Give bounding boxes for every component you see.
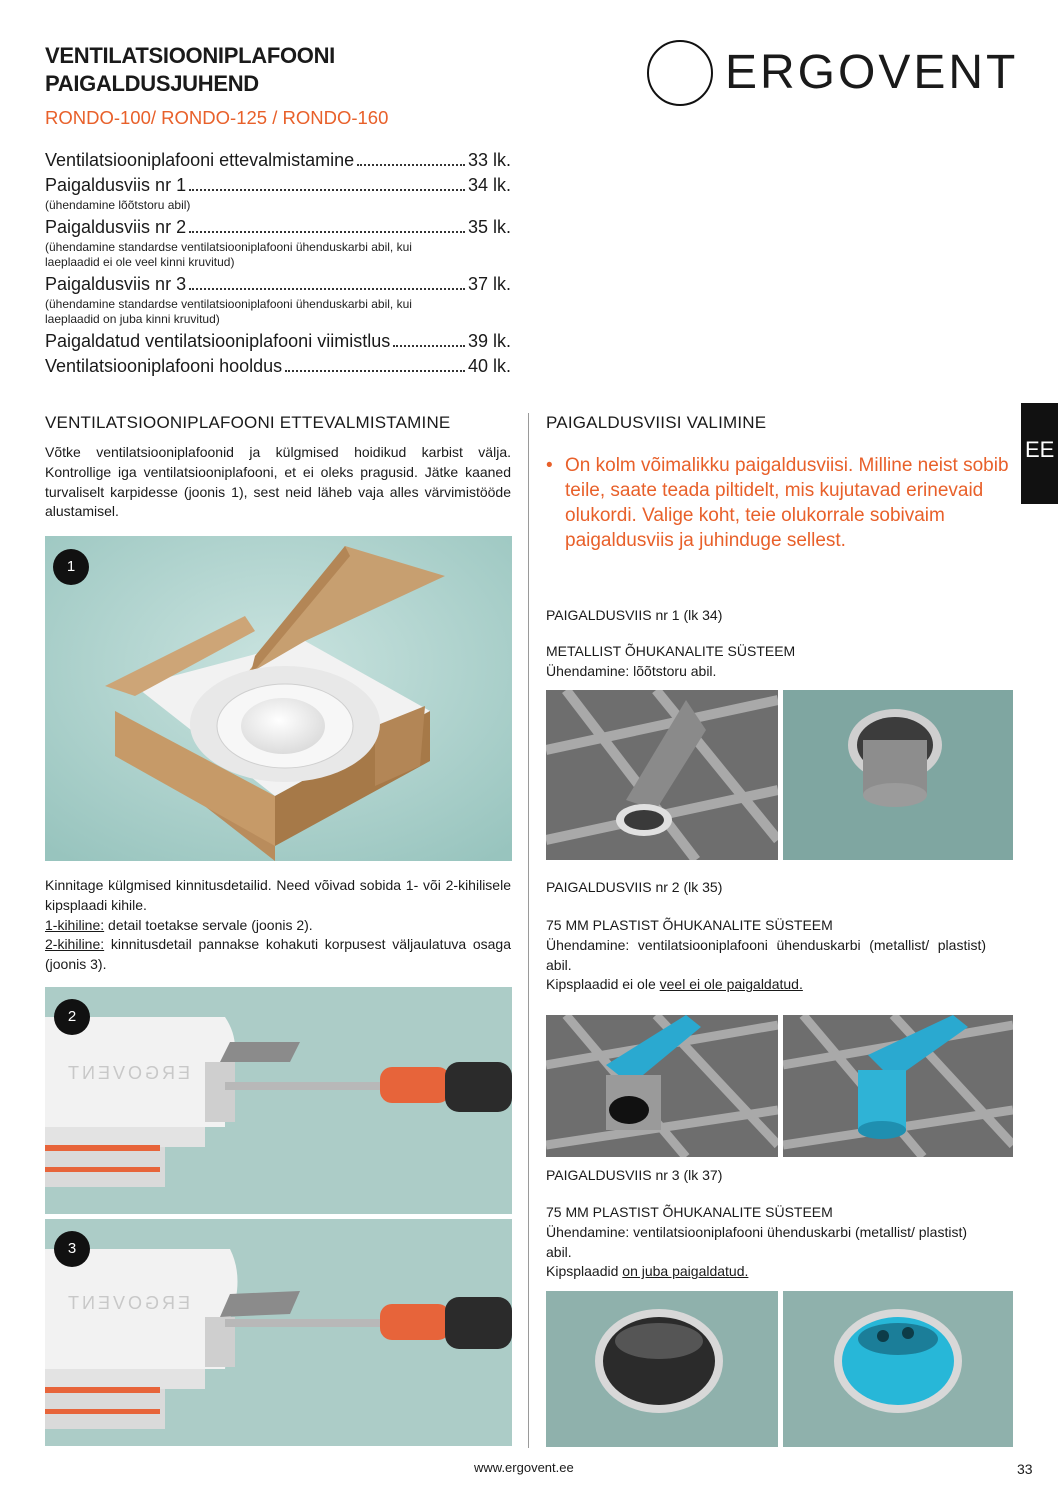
- logo-circle-icon: [647, 40, 713, 106]
- toc-leader-dots: [189, 189, 465, 191]
- mode-3-description: 75 MM PLASTIST ÕHUKANALITE SÜSTEEM Ühendamine: ventilatsiooniplafooni ühenduskarbi (metallist/ plastist) abil. Kipsplaadid on juba paigaldatud.: [546, 1204, 968, 1280]
- section-heading-method-choice: PAIGALDUSVIISI VALIMINE: [546, 413, 767, 432]
- mode-1-photo-right: [783, 690, 1013, 860]
- toc-entry[interactable]: [45, 272, 511, 297]
- toc-entry-label: Paigaldusviis nr 3: [45, 274, 187, 294]
- section-heading-preparation: VENTILATSIOONIPLAFOONI ETTEVALMISTAMINE: [45, 413, 451, 432]
- toc-entry-page: 37 lk.: [467, 274, 511, 294]
- product-models: RONDO-100/ RONDO-125 / RONDO-160: [45, 107, 389, 128]
- toc-entry-note: (ühendamine lõõtstoru abil): [45, 198, 191, 212]
- page-number: 33: [1017, 1461, 1033, 1477]
- column-divider: [528, 413, 529, 1448]
- plafond-flexduct-illustration: [783, 690, 1013, 860]
- toc-entry-page: 33 lk.: [467, 150, 511, 170]
- toc-entry-page: 40 lk.: [467, 356, 511, 376]
- one-layer-label: 1-kihiline:: [45, 916, 105, 933]
- toc-entry-label: Paigaldusviis nr 2: [45, 217, 187, 237]
- figure-3-brand-mark: ERGOVENT: [65, 1293, 191, 1313]
- language-tab: EE: [1021, 403, 1058, 504]
- ceiling-opening-blue-illustration: [783, 1291, 1013, 1447]
- toc-leader-dots: [189, 288, 465, 290]
- toc-leader-dots: [393, 345, 465, 347]
- box-illustration: [45, 536, 512, 861]
- toc-entry[interactable]: [45, 354, 511, 379]
- toc-entry[interactable]: [45, 215, 511, 240]
- mode-1-photo-left: [546, 690, 778, 860]
- toc-entry[interactable]: [45, 148, 511, 173]
- toc-entry-note: (ühendamine standardse ventilatsiooniplafooni ühenduskarbi abil, kui laeplaadid on juba kinni kruvitud): [45, 297, 412, 326]
- mode-3-title: PAIGALDUSVIIS nr 3 (lk 37): [546, 1167, 723, 1183]
- screwdriver-illustration: [45, 987, 512, 1214]
- mode-3-photo-left: [546, 1291, 778, 1447]
- two-layer-label: 2-kihiline:: [45, 936, 105, 953]
- mode-3-photo-right: [783, 1291, 1013, 1447]
- ceiling-blue-duct-illustration: [546, 1015, 778, 1157]
- mode-2-photo-right: [783, 1015, 1013, 1157]
- toc-entry[interactable]: [45, 173, 511, 198]
- toc-entry-note: (ühendamine standardse ventilatsiooniplafooni ühenduskarbi abil, kui laeplaadid ei ole veel kinni kruvitud): [45, 240, 412, 269]
- figure-2-brand-mark: ERGOVENT: [65, 1063, 191, 1083]
- footer-website-link[interactable]: www.ergovent.ee: [474, 1460, 574, 1475]
- page-title: VENTILATSIOONIPLAFOONI PAIGALDUSJUHEND: [45, 43, 335, 96]
- toc-entry-label: Paigaldusviis nr 1: [45, 175, 187, 195]
- figure-1-number: 1: [53, 549, 89, 585]
- ceiling-opening-illustration: [546, 1291, 778, 1447]
- preparation-text: Võtke ventilatsiooniplafoonid ja külgmised hoidikud karbist välja. Kontrollige iga ventilatsiooniplafooni, et ei oleks pragusid. Jätke kaaned turvaliselt karpidesse (joonis 1), sest neid läheb vaja alles värvimistööde alustamisel.: [45, 444, 511, 520]
- toc-entry-page: 35 lk.: [467, 217, 511, 237]
- toc-entry[interactable]: [45, 329, 511, 354]
- mode-2-photo-left: [546, 1015, 778, 1157]
- ceiling-flexduct-illustration: [546, 690, 778, 860]
- toc-leader-dots: [357, 164, 465, 166]
- toc-entry-page: 34 lk.: [467, 175, 511, 195]
- mode-2-description: 75 MM PLASTIST ÕHUKANALITE SÜSTEEM Ühendamine: ventilatsiooniplafooni ühenduskarbi (metallist/ plastist) abil. Kipsplaadid ei ole veel ei ole paigaldatud.: [546, 917, 986, 993]
- mode-1-title: PAIGALDUSVIIS nr 1 (lk 34): [546, 607, 723, 623]
- mode-2-title: PAIGALDUSVIIS nr 2 (lk 35): [546, 879, 723, 895]
- table-of-contents: [45, 148, 511, 379]
- method-choice-bullet: • On kolm võimalikku paigaldusviisi. Milline neist sobib teile, saate teada piltidelt, mis kujutavad erinevaid olukordi. Valige koht, teie olukorrale sobivaim paigaldusviis ja juhinduge sellest.: [546, 455, 1009, 551]
- figure-3-screwdriver-photo: [45, 1219, 512, 1446]
- toc-entry-label: Ventilatsiooniplafooni hooldus: [45, 356, 283, 376]
- toc-entry-page: 39 lk.: [467, 331, 511, 351]
- toc-entry-label: Paigaldatud ventilatsiooniplafooni viimistlus: [45, 331, 391, 351]
- fixing-text: Kinnitage külgmised kinnitusdetailid. Need võivad sobida 1- või 2-kihilisele kipsplaadi kihile. 1-kihiline: detail toetakse servale (joonis 2). 2-kihiline: kinnitusdetail pannakse kohakuti korpusest väljaulatuva osaga (joonis 3).: [45, 877, 511, 973]
- mode-1-description: METALLIST ÕHUKANALITE SÜSTEEM Ühendamine: lõõtstoru abil.: [546, 643, 796, 679]
- brand-logo: ERGOVENT: [725, 46, 1019, 99]
- screwdriver-illustration-2: [45, 1219, 512, 1446]
- figure-3-number: 3: [54, 1231, 90, 1267]
- figure-2-screwdriver-photo: [45, 987, 512, 1214]
- toc-entry-label: Ventilatsiooniplafooni ettevalmistamine: [45, 150, 355, 170]
- ceiling-blue-duct-illustration-2: [783, 1015, 1013, 1157]
- toc-leader-dots: [285, 370, 465, 372]
- figure-2-number: 2: [54, 999, 90, 1035]
- figure-1-box-photo: [45, 536, 512, 861]
- bullet-icon: •: [546, 455, 553, 476]
- toc-leader-dots: [189, 231, 465, 233]
